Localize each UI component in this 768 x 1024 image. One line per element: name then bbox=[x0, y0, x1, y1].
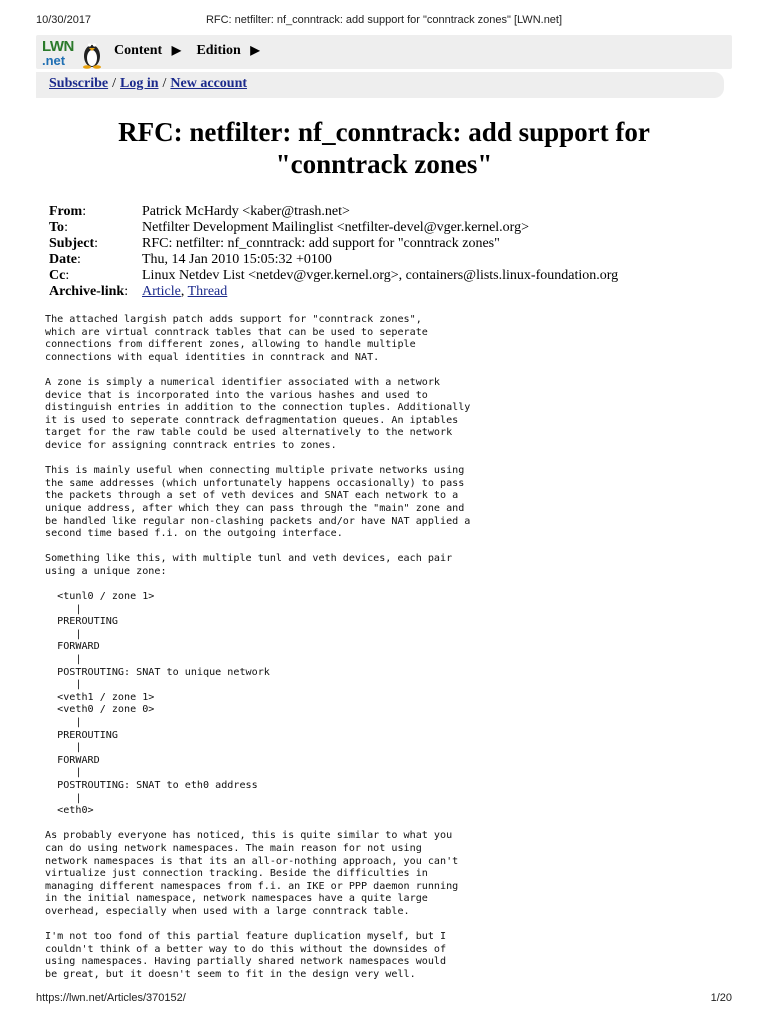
thread-link[interactable]: Thread bbox=[187, 284, 228, 299]
archive-link-label: Archive-link bbox=[49, 284, 125, 299]
article-title-line2: "conntrack zones" bbox=[275, 149, 493, 179]
print-date: 10/30/2017 bbox=[36, 14, 92, 26]
penguin-icon bbox=[80, 37, 104, 69]
triangle-right-icon: ▶ bbox=[250, 43, 260, 57]
cc-label: Cc bbox=[49, 268, 66, 283]
to-label: To bbox=[49, 220, 65, 235]
from-value: Patrick McHardy <kaber@trash.net> bbox=[142, 204, 350, 219]
site-navbar bbox=[36, 35, 732, 69]
from-label: From bbox=[49, 204, 83, 219]
subject-label: Subject bbox=[49, 236, 95, 251]
print-header bbox=[36, 14, 732, 30]
article-title bbox=[36, 116, 732, 180]
subject-value: RFC: netfilter: nf_conntrack: add support for "conntrack zones" bbox=[142, 236, 500, 251]
logo-text-lwn: LWN bbox=[42, 38, 74, 55]
logo-text-net: .net bbox=[42, 53, 66, 68]
article-title-line1: RFC: netfilter: nf_conntrack: add support for bbox=[118, 117, 650, 147]
print-url: https://lwn.net/Articles/370152/ bbox=[36, 992, 186, 1004]
menu-content[interactable] bbox=[114, 43, 187, 58]
menu-edition[interactable] bbox=[196, 43, 265, 58]
cc-value: Linux Netdev List <netdev@vger.kernel.org>, containers@lists.linux-foundation.org bbox=[142, 268, 619, 283]
date-label: Date bbox=[49, 252, 77, 267]
to-value: Netfilter Development Mailinglist <netfilter-devel@vger.kernel.org> bbox=[142, 220, 529, 235]
menu-content-label: Content bbox=[114, 43, 163, 58]
message-body: The attached largish patch adds support for "conntrack zones", which are virtual conntrack tables that can be used to seperate connections from different zones, allowing to handle multiple connections with equal identities in conntrack and NAT. A zone is simply a numerical identifier associated with a network device that is incorporated into the various hashes and used to distinguish entries in addition to the connection tuples. Additionally it is used to seperate conntrack defragmentation queues. An iptables target for the raw table could be used alternatively to the network device for assigning conntrack entries to zones. This is mainly useful when connecting multiple private networks using the same addresses (which unfortunately happens occasionally) to pass the packets through a set of veth devices and SNAT each network to a unique address, after which they can pass through the "main" zone and be handled like regular non-clashing packets and/or have NAT applied a second time based f.i. on the outgoing interface. Something like this, with multiple tunl and veth devices, each pair using a unique zone: <tunl0 / zone 1> | PREROUTING | FORWARD | POSTROUTING: SNAT to unique network | <veth1 / zone 1> <veth0 / zone 0> | PREROUTING | FORWARD | POSTROUTING: SNAT to eth0 address | <eth0> As probably everyone has noticed, this is quite similar to what you can do using network namespaces. The main reason for not using network namespaces is that its an all-or-nothing approach, you can't virtualize just connection tracking. Beside the difficulties in managing different namespaces from f.i. an IKE or PPP daemon running in the initial namespace, network namespaces have a quite large overhead, especially when used with a large conntrack table. I'm not too fond of this partial feature duplication myself, but I couldn't think of a better way to do this without the downsides of using namespaces. Having partially shared network namespaces would be great, but it doesn't seem to fit in the design very well. bbox=[45, 314, 471, 980]
separator: / bbox=[112, 76, 117, 91]
login-link[interactable]: Log in bbox=[120, 76, 159, 91]
subscribe-link[interactable]: Subscribe bbox=[49, 76, 109, 91]
triangle-right-icon: ▶ bbox=[171, 43, 181, 57]
print-page-title: RFC: netfilter: nf_conntrack: add support for "conntrack zones" [LWN.net] bbox=[205, 14, 563, 26]
separator: / bbox=[162, 76, 167, 91]
print-page-number: 1/20 bbox=[710, 992, 732, 1004]
article-link[interactable]: Article bbox=[142, 284, 181, 299]
lwn-logo[interactable] bbox=[40, 37, 106, 69]
new-account-link[interactable]: New account bbox=[170, 76, 248, 91]
date-value: Thu, 14 Jan 2010 15:05:32 +0100 bbox=[142, 252, 332, 267]
print-footer bbox=[36, 992, 732, 1008]
account-bar bbox=[36, 72, 724, 98]
menu-edition-label: Edition bbox=[196, 43, 241, 58]
site-menu bbox=[114, 43, 272, 59]
